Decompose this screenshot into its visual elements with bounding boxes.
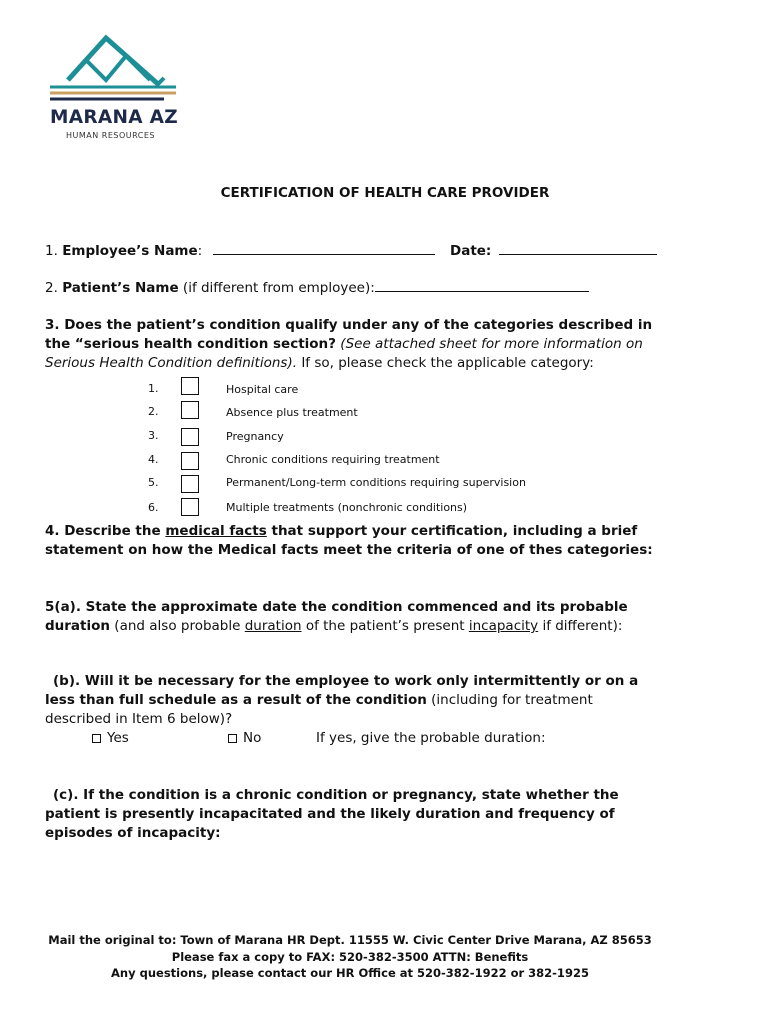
footer-fax-line: Please fax a copy to FAX: 520-382-3500 ATTN: Benefits xyxy=(171,949,529,964)
footer-contact-line: Any questions, please contact our HR Office at 520-382-1922 or 382-1925 xyxy=(111,966,589,980)
category-num: 6. xyxy=(148,501,159,514)
q5a-p2: of the patient’s present xyxy=(301,618,469,634)
category-label: Pregnancy xyxy=(226,430,284,443)
medical-facts-link: medical facts xyxy=(165,523,267,539)
q5a-p3: if different): xyxy=(538,618,623,634)
patient-name-field[interactable] xyxy=(375,279,589,292)
q2-note: (if different from employee): xyxy=(182,280,375,296)
question-1 xyxy=(45,242,435,259)
category-num: 3. xyxy=(148,429,159,442)
q1-colon: : xyxy=(197,243,203,259)
q5c-bold: (c). If the condition is a chronic condition or pregnancy, state whether the patient is presently incapacitated and the likely duration and frequency of episodes of incapacity: xyxy=(45,787,619,841)
footer-mail-line: Mail the original to: Town of Marana HR Dept. 11555 W. Civic Center Drive Marana, AZ 85653 xyxy=(48,933,652,947)
footer xyxy=(0,932,700,982)
yes-label: Yes xyxy=(107,730,129,746)
no-checkbox[interactable] xyxy=(228,734,237,743)
q2-label: Patient’s Name xyxy=(62,280,179,296)
question-5b xyxy=(45,672,660,729)
q1-num: 1. xyxy=(45,243,58,259)
category-num: 1. xyxy=(148,382,159,395)
q1-label: Employee’s Name xyxy=(62,243,198,259)
yes-option[interactable] xyxy=(92,730,129,746)
date-group xyxy=(450,242,657,259)
yes-checkbox[interactable] xyxy=(92,734,101,743)
question-5a xyxy=(45,598,630,636)
q5b-bold: (b). Will it be necessary for the employee to work only intermittently or on a less than full schedule as a result of the condition xyxy=(45,673,639,708)
q5a-duration: duration xyxy=(244,618,302,634)
no-label: No xyxy=(243,730,262,746)
category-num: 4. xyxy=(148,453,159,466)
q5a-p1: (and also probable xyxy=(110,618,245,634)
employee-name-field[interactable] xyxy=(213,242,435,255)
q2-num: 2. xyxy=(45,280,58,296)
question-2 xyxy=(45,279,589,296)
category-checkbox-pregnancy[interactable] xyxy=(181,428,199,446)
q5b-followup: If yes, give the probable duration: xyxy=(316,730,546,746)
category-label: Multiple treatments (nonchronic conditions) xyxy=(226,501,468,514)
q5a-incapacity: incapacity xyxy=(468,618,539,634)
category-label: Chronic conditions requiring treatment xyxy=(226,453,440,466)
q3-plain: If so, please check the applicable category: xyxy=(301,355,594,371)
category-num: 5. xyxy=(148,476,159,489)
category-label: Hospital care xyxy=(226,383,299,396)
q5a-bold: 5(a). State the approximate date the condition commenced and its probable duration xyxy=(45,599,628,634)
category-checkbox-multiple-treatments[interactable] xyxy=(181,498,199,516)
question-5c xyxy=(45,786,635,843)
question-4 xyxy=(45,522,655,560)
date-label: Date: xyxy=(450,243,492,259)
q3-italic: (See attached sheet for more information on Serious Health Condition definitions). xyxy=(45,336,643,371)
category-num: 2. xyxy=(148,405,159,418)
category-checkbox-permanent-long-term[interactable] xyxy=(181,475,199,493)
category-checkbox-hospital-care[interactable] xyxy=(181,377,199,395)
q4-text-a: 4. Describe the xyxy=(45,523,166,539)
q5b-plain: (including for treatment described in Item 6 below)? xyxy=(45,692,593,727)
question-3 xyxy=(45,316,685,373)
q3-bold-line1: 3. Does the patient’s condition qualify under any of the categories described in xyxy=(45,317,653,333)
q3-bold-line2: the “serious health condition section? xyxy=(45,336,336,352)
form-title: CERTIFICATION OF HEALTH CARE PROVIDER xyxy=(220,185,550,201)
category-checkbox-absence-plus-treatment[interactable] xyxy=(181,401,199,419)
category-label: Permanent/Long-term conditions requiring supervision xyxy=(226,476,526,489)
logo-subtitle: HUMAN RESOURCES xyxy=(66,131,155,140)
no-option[interactable] xyxy=(228,730,261,746)
category-label: Absence plus treatment xyxy=(226,406,358,419)
q4-text-b: that support your certification, including a brief statement on how the Medical facts meet the criteria of one of thes categories: xyxy=(45,523,653,558)
date-field[interactable] xyxy=(499,242,657,255)
logo-name: MARANA AZ xyxy=(50,107,178,128)
category-checkbox-chronic-conditions[interactable] xyxy=(181,452,199,470)
